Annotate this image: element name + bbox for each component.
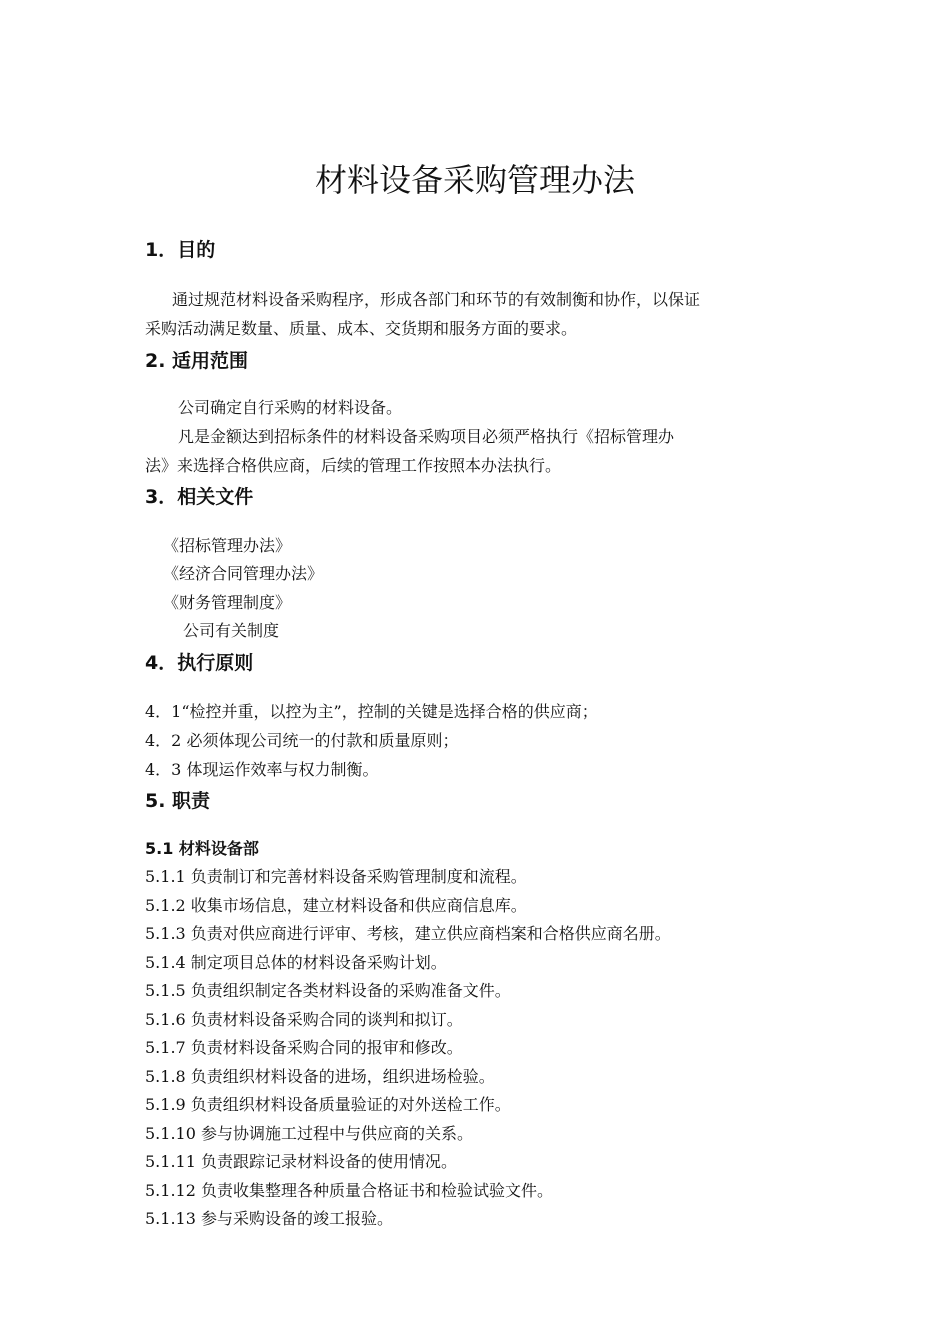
duty-item: 5.1.13 参与采购设备的竣工报验。: [145, 1209, 393, 1228]
principle-item: 4．3 体现运作效率与权力制衡。: [145, 760, 379, 779]
duty-item: 5.1.11 负责跟踪记录材料设备的使用情况。: [145, 1152, 457, 1171]
scope-text-2-line-2: 法》来选择合格供应商，后续的管理工作按照本办法执行。: [145, 456, 562, 475]
document-title: 材料设备采购管理办法: [314, 161, 635, 199]
principle-item: 4．2 必须体现公司统一的付款和质量原则；: [145, 731, 459, 750]
section-heading-duties: 5. 职责: [145, 790, 211, 812]
related-doc-item: 《招标管理办法》: [163, 536, 292, 555]
duty-item: 5.1.4 制定项目总体的材料设备采购计划。: [145, 953, 447, 972]
duty-item: 5.1.3 负责对供应商进行评审、考核，建立供应商档案和合格供应商名册。: [145, 924, 671, 943]
duty-item: 5.1.8 负责组织材料设备的进场，组织进场检验。: [145, 1067, 495, 1086]
duty-item: 5.1.12 负责收集整理各种质量合格证书和检验试验文件。: [145, 1181, 553, 1200]
section-heading-purpose: 1．目的: [145, 239, 216, 261]
duty-item: 5.1.9 负责组织材料设备质量验证的对外送检工作。: [145, 1095, 511, 1114]
scope-text-1: 公司确定自行采购的材料设备。: [178, 398, 403, 417]
purpose-text-line-2: 采购活动满足数量、质量、成本、交货期和服务方面的要求。: [145, 319, 578, 338]
purpose-text-line-1: 通过规范材料设备采购程序，形成各部门和环节的有效制衡和协作，以保证: [172, 290, 701, 309]
section-heading-scope: 2. 适用范围: [145, 350, 249, 372]
section-heading-related-docs: 3．相关文件: [145, 486, 254, 508]
principle-item: 4．1“检控并重，以控为主”，控制的关键是选择合格的供应商；: [145, 702, 598, 721]
duty-item: 5.1.5 负责组织制定各类材料设备的采购准备文件。: [145, 981, 511, 1000]
related-doc-item: 《经济合同管理办法》: [163, 564, 324, 583]
duty-item: 5.1.1 负责制订和完善材料设备采购管理制度和流程。: [145, 867, 527, 886]
duty-item: 5.1.6 负责材料设备采购合同的谈判和拟订。: [145, 1010, 463, 1029]
related-doc-item: 《财务管理制度》: [163, 593, 292, 612]
related-doc-item: 公司有关制度: [183, 621, 280, 640]
section-heading-principles: 4．执行原则: [145, 652, 254, 674]
duty-item: 5.1.10 参与协调施工过程中与供应商的关系。: [145, 1124, 473, 1143]
sub-heading-materials-dept: 5.1 材料设备部: [145, 839, 259, 858]
duty-item: 5.1.2 收集市场信息，建立材料设备和供应商信息库。: [145, 896, 527, 915]
scope-text-2-line-1: 凡是金额达到招标条件的材料设备采购项目必须严格执行《招标管理办: [178, 427, 675, 446]
duty-item: 5.1.7 负责材料设备采购合同的报审和修改。: [145, 1038, 463, 1057]
